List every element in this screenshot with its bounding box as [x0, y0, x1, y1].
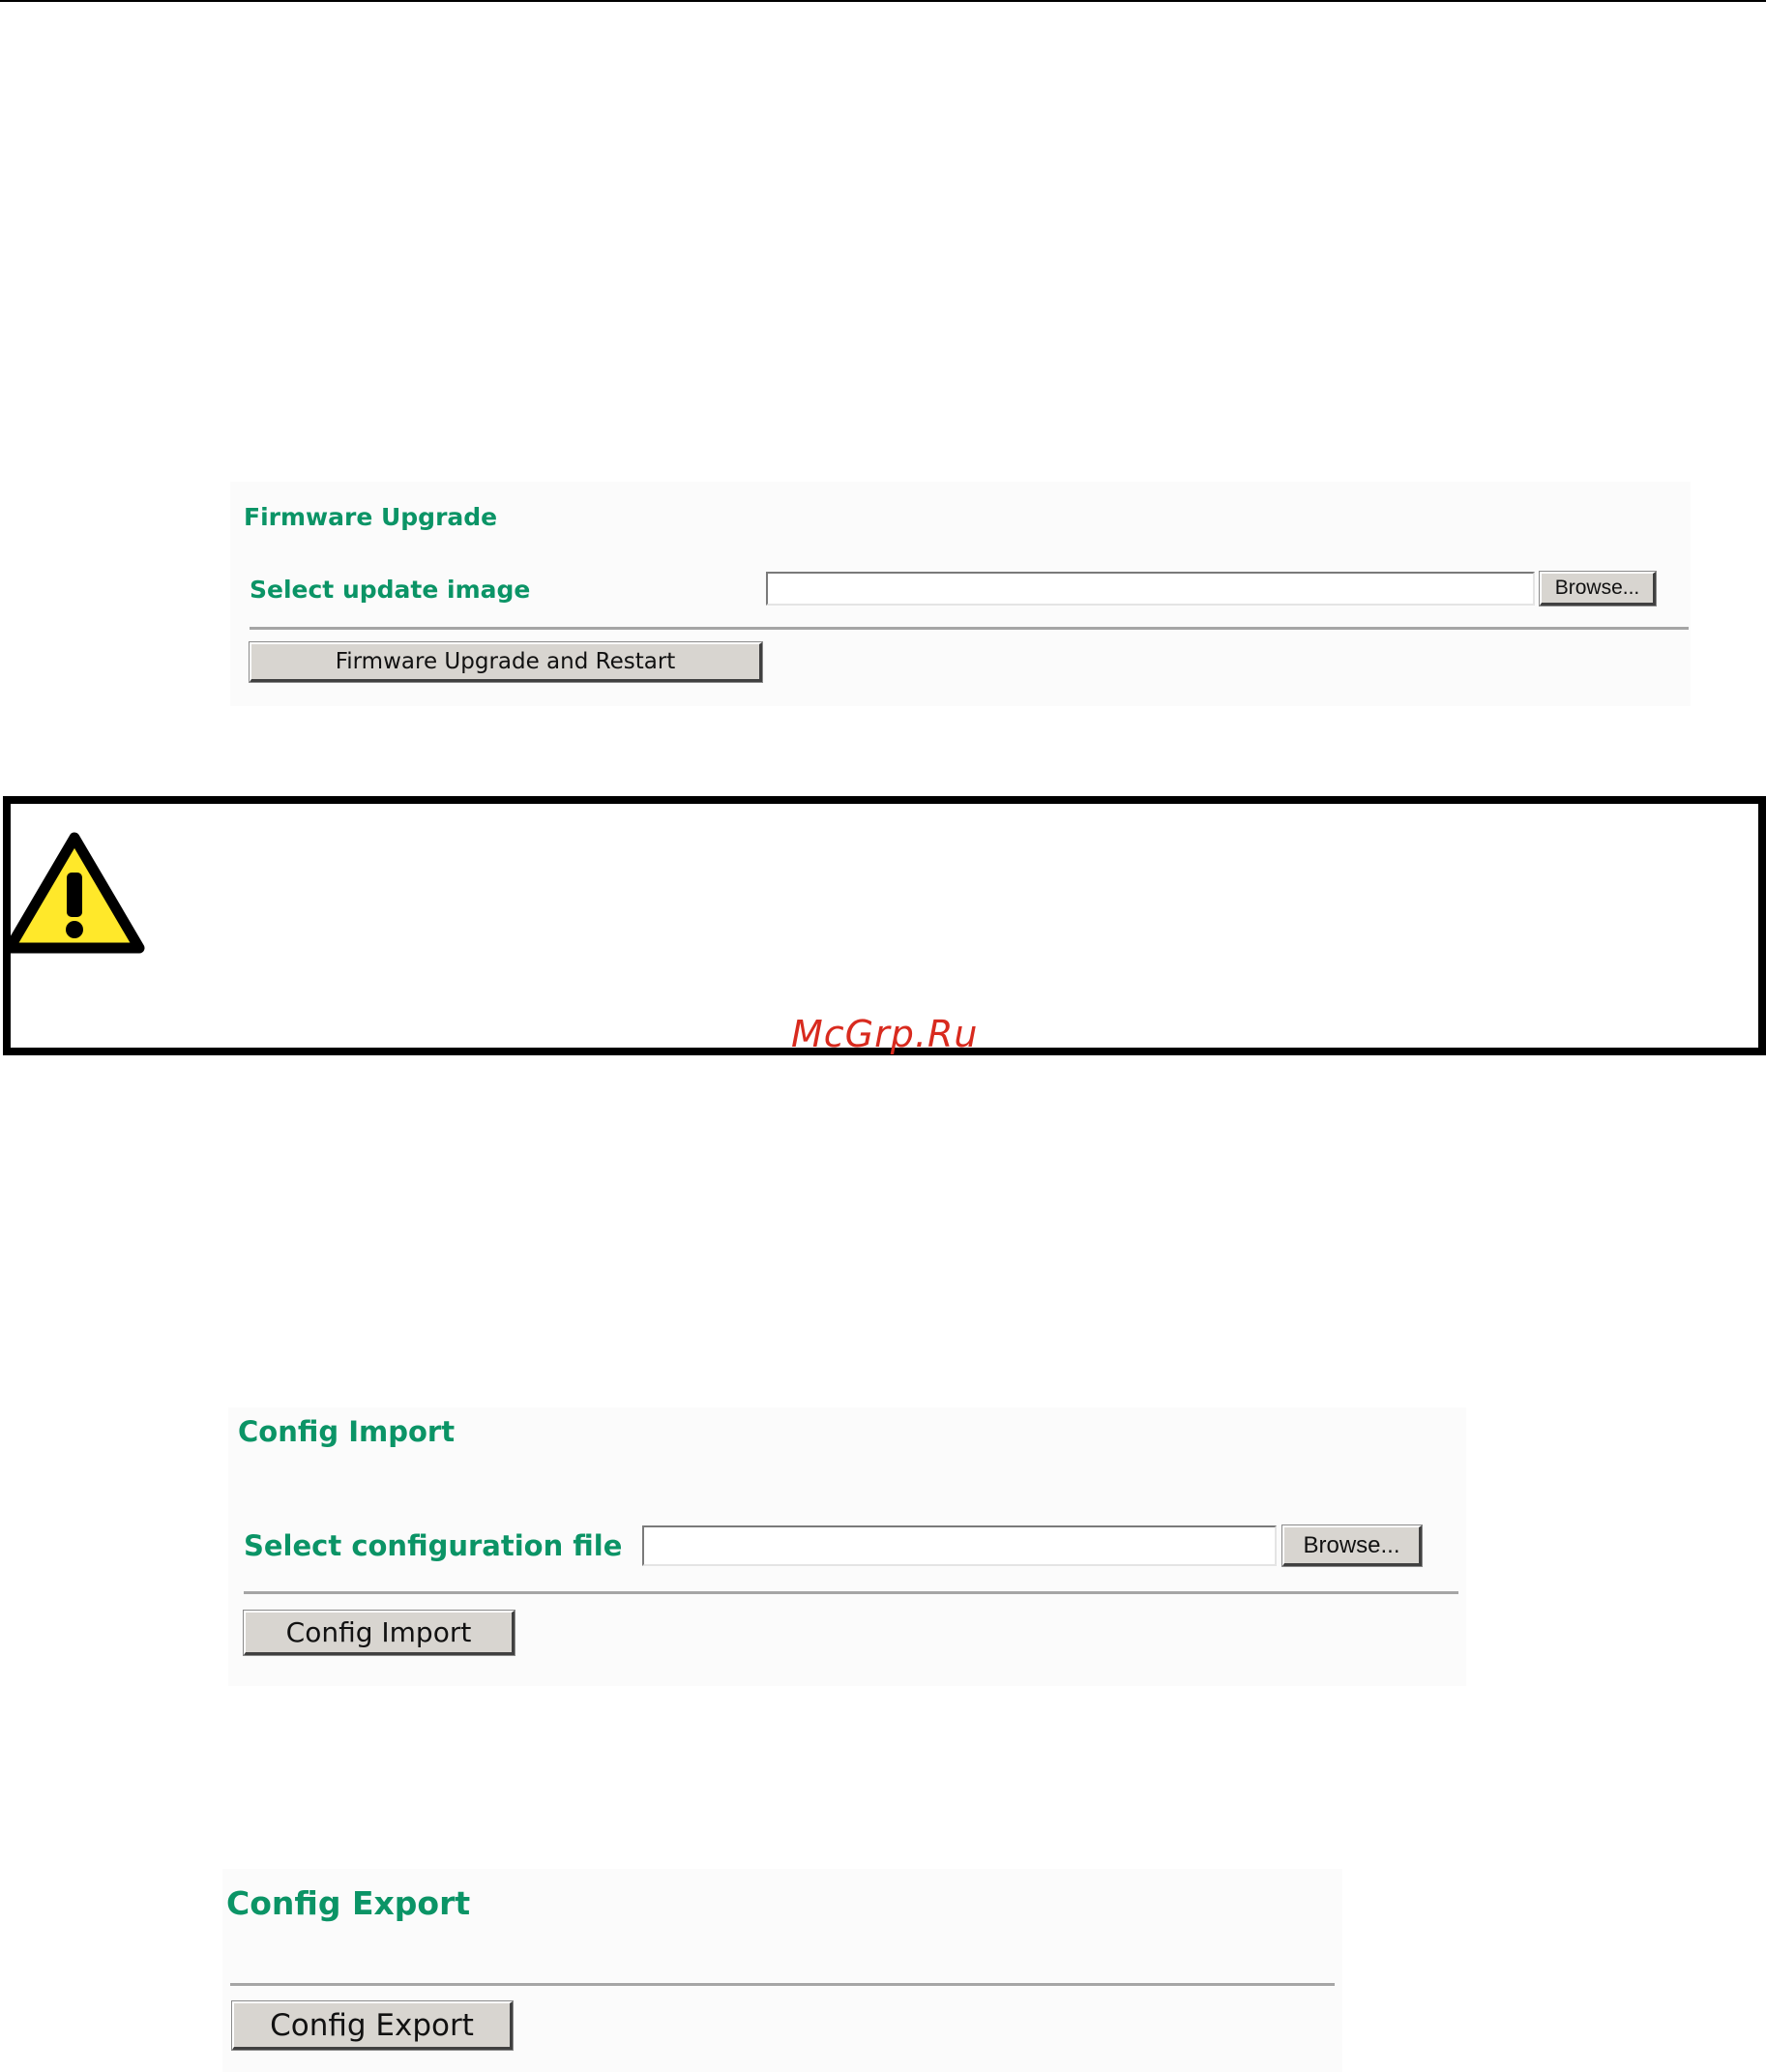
config-browse-button[interactable]: Browse... [1282, 1525, 1422, 1566]
config-import-button[interactable]: Config Import [244, 1611, 515, 1655]
page-top-rule [0, 0, 1766, 2]
warning-triangle-icon [4, 830, 145, 956]
firmware-separator [250, 627, 1689, 630]
config-import-title: Config Import [238, 1415, 456, 1448]
firmware-upgrade-restart-button[interactable]: Firmware Upgrade and Restart [250, 642, 762, 682]
update-image-input[interactable] [766, 572, 1535, 606]
config-export-button[interactable]: Config Export [232, 2001, 513, 2050]
config-export-separator [230, 1983, 1335, 1986]
firmware-browse-button[interactable]: Browse... [1540, 572, 1656, 606]
config-import-separator [244, 1591, 1458, 1594]
configuration-file-input[interactable] [642, 1525, 1277, 1566]
select-update-image-label: Select update image [250, 576, 531, 604]
config-export-title: Config Export [226, 1884, 471, 1922]
select-configuration-file-label: Select configuration file [244, 1529, 623, 1562]
watermark-text: McGrp.Ru [791, 1013, 979, 1055]
firmware-upgrade-title: Firmware Upgrade [244, 503, 498, 531]
